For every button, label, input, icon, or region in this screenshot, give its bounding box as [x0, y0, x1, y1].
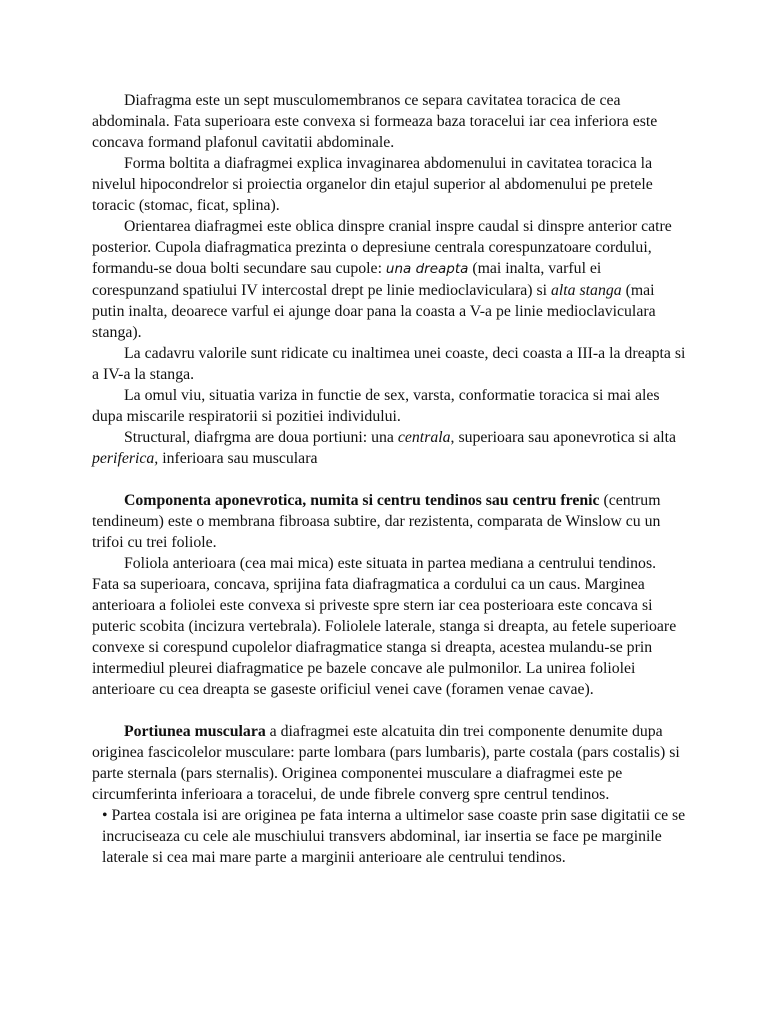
muscular-text: a diafragmei este alcatuita din trei componente denumite dupa originea fascicolelor musculare: parte lombara (pars lumbaris), parte costala (pars costalis) si parte sternala (pars sternalis). Originea componentei musculare a diafragmei este pe circumferinta inferioara a toracelui, de unde fibrele converg spre centrul tendinos. [92, 723, 680, 803]
paragraph-intro [92, 90, 686, 153]
structure-text-a: Structural, diafrgma are doua portiuni: una [124, 429, 398, 446]
orientation-text-b: (mai inalta, varful ei corespunzand spatiului IV intercostal drept pe linie medioclaviculara) si [92, 260, 602, 299]
structure-text-c: inferioara sau musculara [158, 450, 318, 467]
aponevrotic-text: (centrum tendineum) este o membrana fibroasa subtire, dar rezistenta, comparata de Winslow cu un trifoi cu trei foliole. [92, 492, 661, 551]
paragraph-aponevrotic [92, 490, 686, 553]
paragraph-structure [92, 427, 686, 469]
paragraph-cadaver [92, 343, 686, 385]
orientation-text-c: (mai putin inalta, deoarece varful ei ajunge doar pana la coasta a V-a pe linie medioclaviculara stanga). [92, 282, 656, 341]
paragraph-muscular [92, 721, 686, 805]
paragraph-foliola-text: Foliola anterioara (cea mai mica) este situata in partea mediana a centrului tendinos. Fata sa superioara, concava, sprijina fata diafragmatica a cordului ca un caus. Marginea anterioara a foliolei este convexa si priveste spre stern iar cea posterioara este concava si puteric scobita (incizura vertebrala). Foliolele laterale, stanga si dreapta, au fetele superioare convexe si corespund cupolelor diafragmatice stanga si dreapta, acestea mulandu-se prin intermediul pleurei diafragmatice pe bazele concave ale pulmonilor. La unirea foliolei anterioare cu cea dreapta se gaseste orificiul venei cave (foramen venae cavae). [92, 555, 677, 698]
paragraph-shape [92, 153, 686, 216]
structure-text-b: , superioara sau aponevrotica si alta [450, 429, 676, 446]
term-centrala: centrala [397, 429, 451, 446]
term-alta-stanga: alta stanga [550, 282, 622, 299]
paragraph-foliola [92, 553, 686, 700]
term-periferica: periferica, [92, 450, 159, 467]
paragraph-orientation [92, 216, 686, 343]
orientation-text-a: Orientarea diafragmei este oblica dinspre cranial inspre caudal si dinspre anterior catre posterior. Cupola diafragmatica prezinta o depresiune centrala corespunzatoare cordului, formandu-se doua bolti secundare sau cupole: [92, 218, 672, 277]
heading-aponevrotic: Componenta aponevrotica, numita si centru tendinos sau centru frenic [124, 492, 600, 509]
term-una-dreapta: una dreapta [385, 261, 469, 277]
costal-bullet-text: • Partea costala isi are originea pe fata interna a ultimelor sase coaste prin sase digitatii ce se incruciseaza cu cele ale muschiului transvers abdominal, iar insertia se face pe marginile laterale si cea mai mare parte a marginii anterioare ale centrului tendinos. [102, 807, 686, 866]
paragraph-living-text: La omul viu, situatia variza in functie de sex, varsta, conformatie toracica si mai ales dupa miscarile respiratorii si pozitiei individului. [92, 387, 660, 425]
paragraph-costal-bullet [92, 805, 686, 868]
paragraph-living [92, 385, 686, 427]
paragraph-intro-text: Diafragma este un sept musculomembranos ce separa cavitatea toracica de cea abdominala. Fata superioara este convexa si formeaza baza toracelui iar cea inferiora este concava formand plafonul cavitatii abdominale. [92, 92, 658, 151]
paragraph-shape-text: Forma boltita a diafragmei explica invaginarea abdomenului in cavitatea toracica la nivelul hipocondrelor si proiectia organelor din etajul superior al abdomenului pe pretele toracic (stomac, ficat, splina). [92, 155, 653, 214]
paragraph-cadaver-text: La cadavru valorile sunt ridicate cu inaltimea unei coaste, deci coasta a III-a la dreapta si a IV-a la stanga. [92, 345, 686, 383]
heading-muscular: Portiunea musculara [124, 723, 266, 740]
